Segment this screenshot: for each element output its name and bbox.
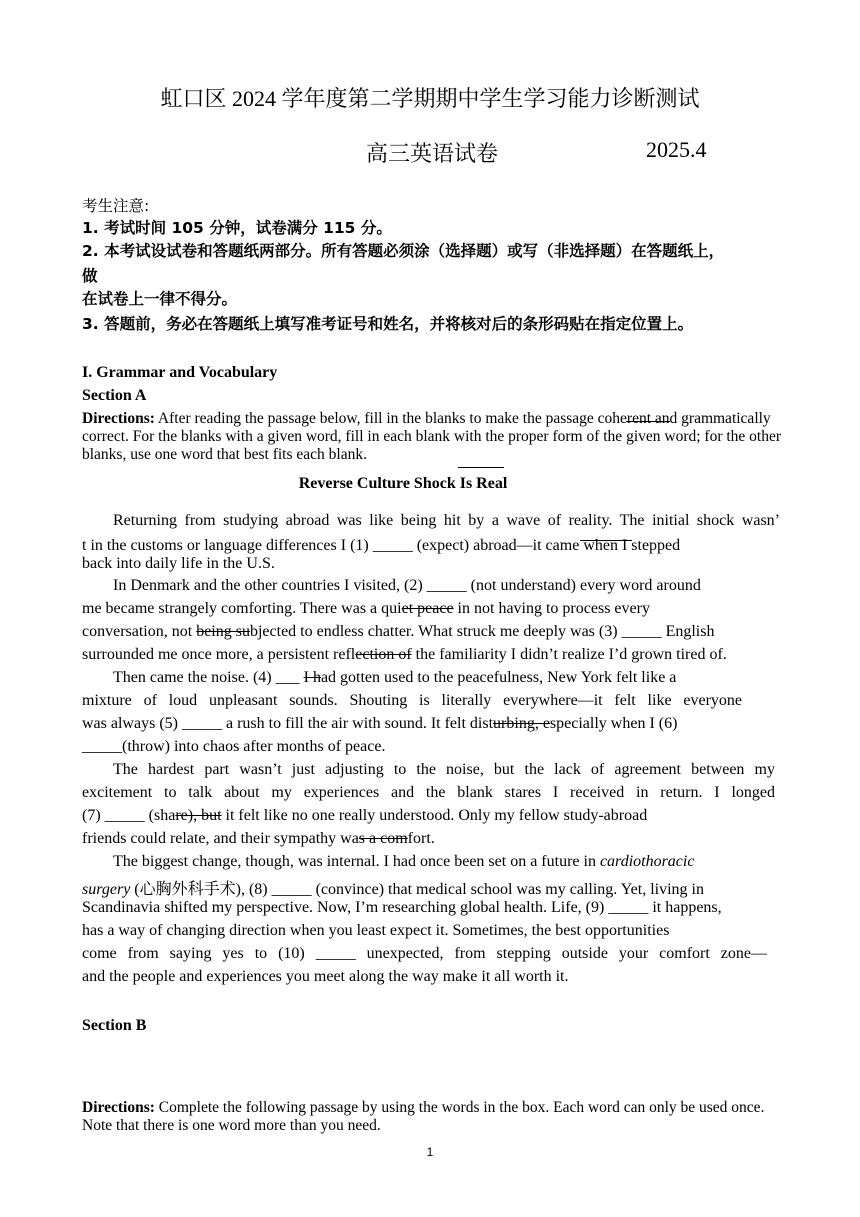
- section-a-directions: [82, 410, 782, 464]
- text-run: surrounded me once more, a persistent refl: [82, 646, 356, 663]
- text-run: in not having to process every: [453, 600, 650, 617]
- directions-text: Complete the following passage by using the words in the box. Each word can only be used once. Note that there is one word more than you need.: [82, 1099, 765, 1134]
- directions-label: Directions:: [82, 410, 155, 427]
- struck-text: s a com: [358, 830, 408, 847]
- section-b-heading: Section B: [82, 1017, 147, 1034]
- section-a-heading: Section A: [82, 387, 147, 404]
- text-run: was always (5) _____ a rush to fill the air with sound. It felt dist: [82, 715, 494, 732]
- text-run: Then came the noise. (4) ___: [113, 669, 304, 686]
- passage-line: Returning from studying abroad was like being hit by a wave of reality. The initial shock wasn’: [113, 512, 780, 529]
- passage-line: The hardest part wasn’t just adjusting to the noise, but the lack of agreement between my: [113, 761, 775, 778]
- text-run: it felt like no one really understood. Only my fellow study-abroad: [221, 807, 648, 824]
- text-run: friends could relate, and their sympathy wa: [82, 830, 359, 847]
- notice-item-2-cont: 做: [82, 267, 98, 285]
- passage-line: [82, 600, 650, 618]
- text-run: (7) _____ (sha: [82, 807, 176, 824]
- text-run: conversation, not: [82, 623, 197, 640]
- italic-term: surgery: [82, 881, 131, 898]
- passage-line: [82, 715, 677, 733]
- notice-item-1: 1. 考试时间 105 分钟，试卷满分 115 分。: [82, 219, 392, 237]
- part-heading: I. Grammar and Vocabulary: [82, 364, 278, 381]
- text-run: specially when I (6): [549, 715, 678, 732]
- italic-term: cardiothoracic: [599, 853, 695, 870]
- struck-text: being su: [196, 623, 250, 640]
- passage-line: [82, 830, 435, 848]
- struck-text: I h: [303, 669, 321, 686]
- directions-text: After reading the passage below, fill in the blanks to make the passage coherent and grammatically correct. For the blanks with a given word, fill in each blank with the proper form of the given word; for the other blanks, use one word that best fits each blank.: [82, 410, 782, 463]
- exam-date: 2025.4: [646, 137, 707, 162]
- passage-line: [82, 646, 727, 664]
- struck-text: et peace: [401, 600, 454, 617]
- notice-item-2: 2. 本考试设试卷和答题纸两部分。所有答题必须涂（选择题）或写（非选择题）在答题纸上，: [82, 242, 725, 260]
- passage-line: and the people and experiences you meet along the way make it all worth it.: [82, 968, 569, 985]
- passage-line: back into daily life in the U.S.: [82, 555, 275, 572]
- page-number: 1: [426, 1145, 434, 1159]
- passage-line: has a way of changing direction when you least expect it. Sometimes, the best opportunities: [82, 922, 670, 939]
- struck-text: re), but: [175, 807, 222, 824]
- text-run: (心胸外科手术), (8) _____ (convince) that medical school was my calling. Yet, living in: [130, 881, 704, 898]
- passage-line: _____(throw) into chaos after months of peace.: [82, 738, 386, 755]
- passage-line: [82, 807, 647, 825]
- text-run: ad gotten used to the peacefulness, New York felt like a: [320, 669, 677, 686]
- passage-title: Reverse Culture Shock Is Real: [298, 475, 508, 492]
- text-run: The biggest change, though, was internal. I had once been set on a future in: [113, 853, 600, 870]
- passage-line: mixture of loud unpleasant sounds. Shouting is literally everywhere—it felt like everyone: [82, 692, 742, 709]
- passage-line: come from saying yes to (10) _____ unexpected, from stepping outside your comfort zone—: [82, 945, 767, 962]
- stray-mark: [580, 540, 632, 541]
- exam-subtitle: 高三英语试卷: [366, 141, 499, 166]
- passage-line: [82, 623, 714, 641]
- directions-label: Directions:: [82, 1099, 155, 1116]
- passage-line: [82, 876, 704, 899]
- passage-line: t in the customs or language differences I (1) _____ (expect) abroad—it came when I stepped: [82, 537, 681, 554]
- text-run: the familiarity I didn’t realize I’d grown tired of.: [411, 646, 727, 663]
- passage-line: excitement to talk about my experiences and the blank stares I received in return. I longed: [82, 784, 775, 801]
- struck-text: urbing, e: [493, 715, 550, 732]
- notice-item-2-end: 在试卷上一律不得分。: [82, 290, 238, 308]
- passage-line: Scandinavia shifted my perspective. Now, I’m researching global health. Life, (9) _____ it happens,: [82, 899, 722, 916]
- text-run: fort.: [407, 830, 435, 847]
- stray-mark: [458, 467, 504, 468]
- struck-text: ection of: [355, 646, 412, 663]
- passage-line: [113, 669, 676, 687]
- exam-title: 虹口区 2024 学年度第二学期期中学生学习能力诊断测试: [160, 86, 700, 111]
- section-b-directions: [82, 1099, 782, 1135]
- notice-item-3: 3. 答题前，务必在答题纸上填写准考证号和姓名，并将核对后的条形码贴在指定位置上。: [82, 315, 694, 333]
- passage-line: [113, 853, 694, 871]
- stray-mark: [626, 421, 670, 422]
- text-run: bjected to endless chatter. What struck me deeply was (3) _____ English: [249, 623, 715, 640]
- notice-heading: 考生注意:: [82, 197, 150, 215]
- passage-line: In Denmark and the other countries I visited, (2) _____ (not understand) every word around: [113, 577, 701, 594]
- text-run: me became strangely comforting. There was a qui: [82, 600, 402, 617]
